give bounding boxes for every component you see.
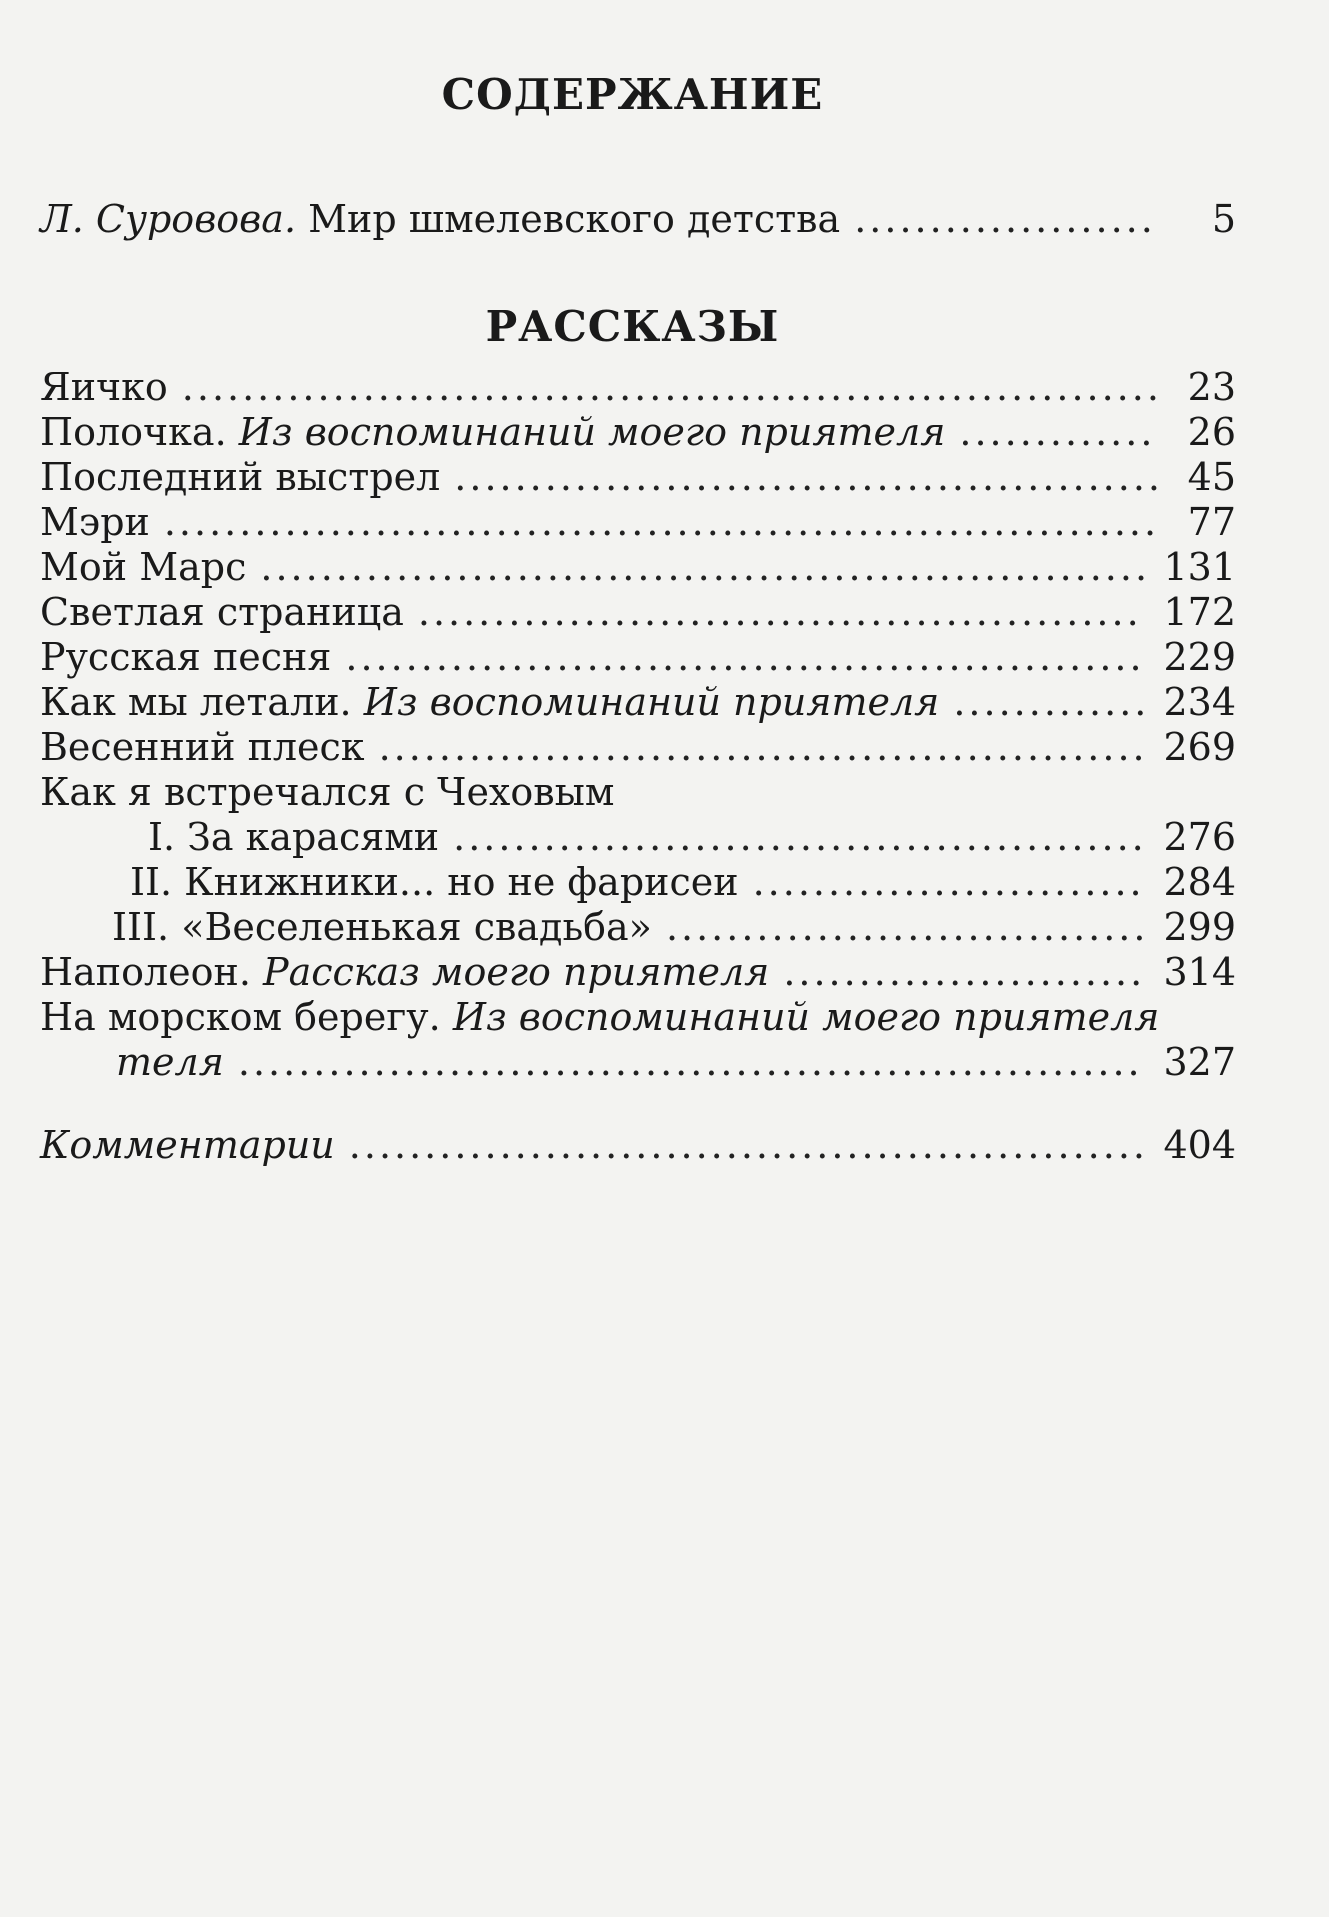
entry-title bbox=[40, 994, 1159, 1040]
entry-title-text: Мир шмелевского детства bbox=[308, 197, 841, 241]
toc-entry[interactable] bbox=[40, 589, 1236, 635]
dot-leader bbox=[182, 364, 1158, 410]
entry-page-number: 131 bbox=[1163, 545, 1236, 589]
dot-leader bbox=[953, 679, 1145, 725]
toc-subentry[interactable] bbox=[130, 859, 1236, 905]
toc-entry-continuation[interactable] bbox=[116, 1039, 1236, 1085]
entry-title-text: Полочка. bbox=[40, 410, 227, 454]
entry-page-number: 23 bbox=[1187, 365, 1236, 409]
toc-section-chekhov[interactable] bbox=[40, 769, 1236, 815]
dot-leader bbox=[418, 589, 1146, 635]
toc-entry[interactable] bbox=[40, 409, 1236, 455]
dot-leader bbox=[666, 904, 1146, 950]
entry-title bbox=[40, 196, 840, 242]
entry-page-number: 327 bbox=[1163, 1040, 1236, 1084]
toc-entry-commentary[interactable] bbox=[40, 1122, 1236, 1168]
contents-heading: СОДЕРЖАНИЕ bbox=[441, 70, 824, 119]
toc-entry[interactable] bbox=[40, 679, 1236, 725]
entry-title-text: Наполеон. bbox=[40, 950, 251, 994]
entry-title: Яичко bbox=[40, 365, 168, 409]
entry-page-number: 299 bbox=[1163, 905, 1236, 949]
entry-title: Весенний плеск bbox=[40, 725, 365, 769]
stories-heading: РАССКАЗЫ bbox=[485, 302, 780, 351]
dot-leader bbox=[753, 859, 1146, 905]
toc-subentry[interactable] bbox=[112, 904, 1236, 950]
entry-title: Мэри bbox=[40, 500, 150, 544]
entry-page-number: 229 bbox=[1163, 635, 1236, 679]
entry-title: Комментарии bbox=[40, 1123, 335, 1167]
entry-title: Как я встречался с Чеховым bbox=[40, 770, 615, 814]
toc-entry[interactable] bbox=[40, 949, 1236, 995]
entry-title bbox=[40, 679, 939, 725]
entry-subtitle-continuation: теля bbox=[116, 1040, 224, 1084]
entry-page-number: 45 bbox=[1187, 455, 1236, 499]
entry-subtitle: Рассказ моего приятеля bbox=[263, 950, 770, 994]
entry-page-number: 234 bbox=[1163, 680, 1236, 724]
dot-leader bbox=[260, 544, 1145, 590]
entry-title: Светлая страница bbox=[40, 590, 404, 634]
entry-page-number: 77 bbox=[1187, 500, 1236, 544]
entry-title: II. Книжники... но не фарисеи bbox=[130, 860, 739, 904]
entry-page-number: 172 bbox=[1163, 590, 1236, 634]
entry-subtitle: Из воспоминаний приятеля bbox=[363, 680, 940, 724]
entry-title-text: Как мы летали. bbox=[40, 680, 352, 724]
dot-leader bbox=[854, 196, 1158, 242]
entry-title: Русская песня bbox=[40, 635, 332, 679]
toc-entry[interactable] bbox=[40, 724, 1236, 770]
toc-entry[interactable] bbox=[40, 499, 1236, 545]
entry-page-number: 284 bbox=[1163, 860, 1236, 904]
dot-leader bbox=[783, 949, 1145, 995]
entry-title: I. За карасями bbox=[148, 815, 440, 859]
dot-leader bbox=[959, 409, 1158, 455]
dot-leader bbox=[349, 1122, 1146, 1168]
entry-page-number: 269 bbox=[1163, 725, 1236, 769]
toc-entry-intro[interactable] bbox=[40, 196, 1236, 242]
entry-title bbox=[40, 409, 945, 455]
toc-entry[interactable] bbox=[40, 454, 1236, 500]
toc-entry-first-line[interactable] bbox=[40, 994, 1236, 1040]
entry-page-number: 5 bbox=[1211, 197, 1236, 241]
entry-title bbox=[40, 949, 769, 995]
entry-title: Последний выстрел bbox=[40, 455, 441, 499]
dot-leader bbox=[164, 499, 1158, 545]
dot-leader bbox=[379, 724, 1146, 770]
entry-page-number: 314 bbox=[1163, 950, 1236, 994]
toc-entry[interactable] bbox=[40, 544, 1236, 590]
entry-title: Мой Марс bbox=[40, 545, 247, 589]
toc-subentry[interactable] bbox=[148, 814, 1236, 860]
dot-leader bbox=[238, 1039, 1146, 1085]
entry-author: Л. Суровова. bbox=[40, 197, 297, 241]
entry-title-text: На морском берегу. bbox=[40, 995, 441, 1039]
entry-page-number: 26 bbox=[1187, 410, 1236, 454]
toc-entry[interactable] bbox=[40, 364, 1236, 410]
entry-page-number: 404 bbox=[1163, 1123, 1236, 1167]
dot-leader bbox=[454, 454, 1158, 500]
entry-subtitle: Из воспоминаний моего приятеля bbox=[238, 410, 946, 454]
dot-leader bbox=[345, 634, 1145, 680]
entry-page-number: 276 bbox=[1163, 815, 1236, 859]
toc-entry[interactable] bbox=[40, 634, 1236, 680]
entry-subtitle: Из воспоминаний моего приятеля bbox=[452, 995, 1160, 1039]
dot-leader bbox=[453, 814, 1145, 860]
entry-title: III. «Веселенькая свадьба» bbox=[112, 905, 652, 949]
